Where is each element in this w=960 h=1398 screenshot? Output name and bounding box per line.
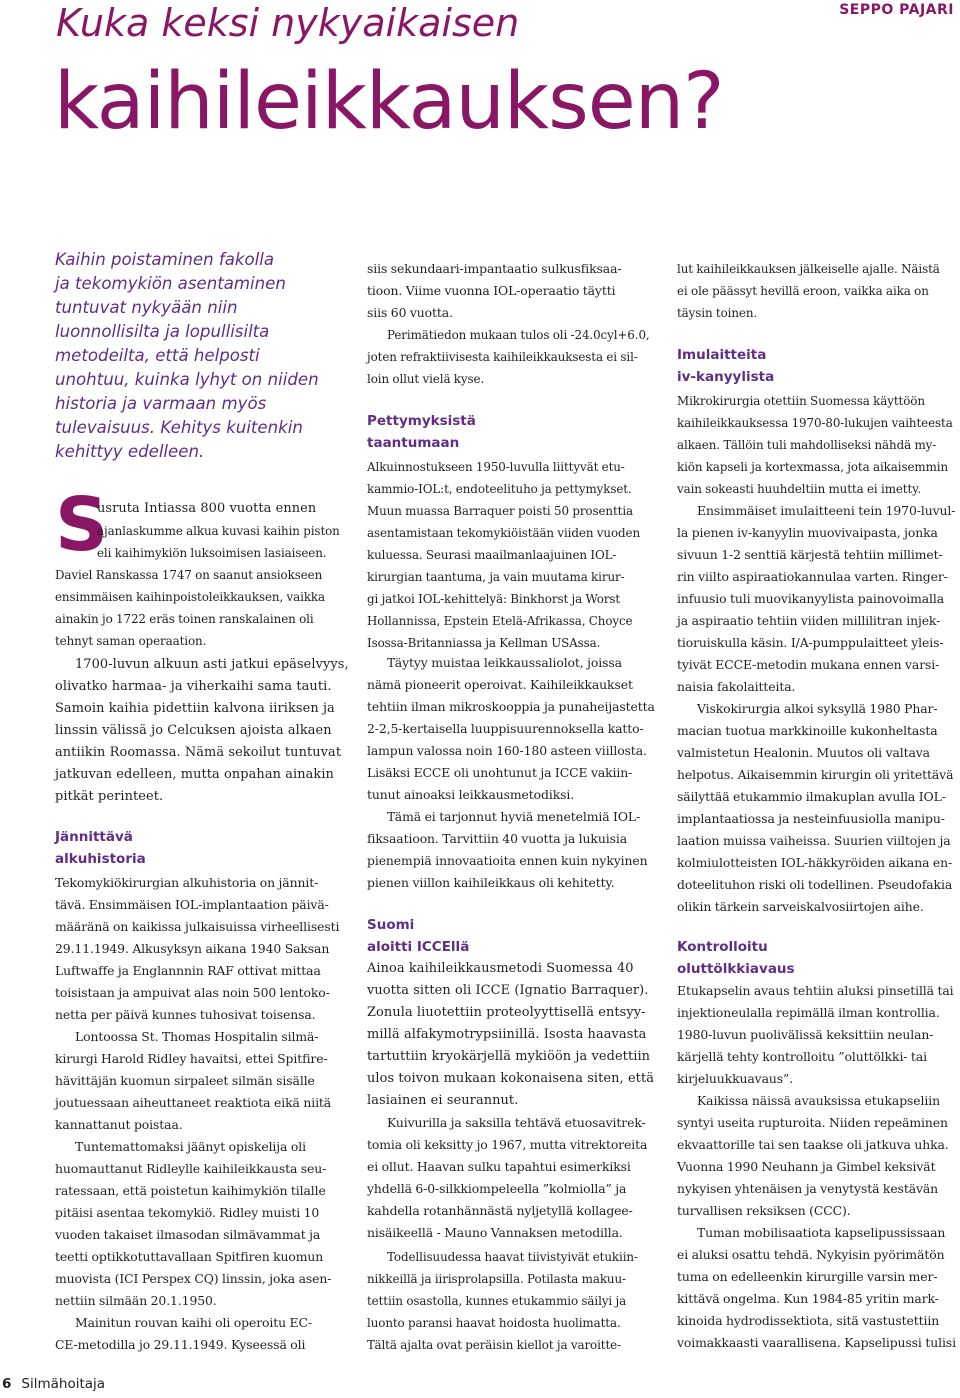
text-line: ensimmäisen kaihinpoistoleikkauksen, vaikka	[55, 590, 326, 604]
text-line: huomauttanut Ridleylle kaihileikkausta seu-	[55, 1161, 327, 1176]
text-line: alkaen. Tällöin tuli mahdolliseksi nähdä my-	[677, 438, 937, 452]
text-line: säilyttää etukammio ilmakuplan avulla IOL-	[677, 789, 946, 804]
text-line: lut kaihileikkauksen jälkeiselle ajalle. Näistä	[677, 262, 940, 276]
text-line: kolmiulotteisten IOL-häkkyröiden aikana en-	[677, 855, 953, 870]
section-heading: taantumaan	[367, 435, 460, 451]
text-line: kuluessa. Seurasi maailmanlaajuinen IOL-	[367, 548, 617, 562]
text-line: Etukapselin avaus tehtiin aluksi pinsetillä tai	[677, 983, 954, 998]
text-line: kinoida hydrodissektiota, sitä vastustettiin	[677, 1313, 940, 1328]
text-line: joten refraktiivisesta kaihileikkauksesta ei sil-	[367, 350, 638, 364]
section-heading: iv-kanyylista	[677, 369, 775, 385]
text-line: tunut ainoaksi leikkausmetodiksi.	[367, 787, 575, 802]
text-line: tioon. Viime vuonna IOL-operaatio täytti	[367, 283, 616, 298]
section-heading: oluttölkkiavaus	[677, 961, 795, 977]
text-line: kaihileikkauksessa 1970-80-lukujen vaihteesta	[677, 416, 953, 430]
text-line: netta per päivä kunnes tuhosivat toisensa.	[55, 1007, 316, 1022]
lead-line: ja tekomykiön asentaminen	[55, 274, 286, 293]
text-line: Täytyy muistaa leikkaussaliolot, joissa	[387, 655, 622, 670]
text-line: nykyisen yhtenäisen ja venytystä kestävän	[677, 1181, 939, 1196]
article-title-line1: Kuka keksi nykyaikaisen	[56, 1, 520, 45]
text-line: määränä on kaikissa julkaisuissa virheellisesti	[55, 919, 340, 934]
text-line: sivuun 1-2 senttiä kärjestä tehtiin millimet-	[677, 547, 943, 562]
section-heading: Suomi	[367, 917, 415, 933]
text-line: Tältä ajalta ovat peräisin kiellot ja varoitte-	[367, 1338, 622, 1352]
lead-line: historia ja varmaan myös	[55, 394, 267, 413]
text-line: ja aspiraatio tehtiin viiden millilitran injek-	[677, 613, 941, 628]
text-line: ratessaan, että poistetun kaihimykiön tilalle	[55, 1183, 326, 1198]
publication-name: Silmähoitaja	[21, 1376, 106, 1392]
text-line: Vuonna 1990 Neuhann ja Gimbel keksivät	[677, 1159, 936, 1174]
intro-line: eli kaihimykiön luksoimisen lasiaiseen.	[97, 546, 327, 560]
text-line: linssin välissä jo Celcuksen ajoista alkaen	[55, 723, 332, 738]
text-line: muovista (ICI Perspex CQ) linssin, joka asen-	[55, 1271, 332, 1286]
lead-paragraph	[55, 248, 319, 464]
text-line: Samoin kaihia pidettiin kalvona iiriksen ja	[55, 701, 335, 716]
lead-line: tulevaisuus. Kehitys kuitenkin	[55, 418, 303, 437]
text-line: kahdella rotanhännästä nyljetyllä kollagee-	[367, 1203, 633, 1218]
section-heading: Kontrolloitu	[677, 939, 768, 955]
text-line: Mainitun rouvan kaihi oli operoitu EC-	[75, 1315, 312, 1330]
text-line: hävittäjän kuomun sirpaleet silmän sisälle	[55, 1073, 315, 1088]
text-line: Perimätiedon mukaan tulos oli -24.0cyl+6.0,	[387, 328, 650, 342]
text-line: Daviel Ranskassa 1747 on saanut ansiokseen	[55, 568, 323, 582]
text-line: vuotta sitten oli ICCE (Ignatio Barraquer).	[367, 983, 649, 998]
text-line: 1980-luvun puolivälissä keksittiin neulan-	[677, 1027, 934, 1042]
text-line: 29.11.1949. Alkusyksyn aikana 1940 Saksan	[55, 941, 330, 956]
text-line: voimakkaasti vaarallisena. Kapselipussi tulisi	[677, 1335, 956, 1350]
text-line: gi jatkoi IOL-kehittelyä: Binkhorst ja Worst	[367, 592, 621, 606]
text-line: tettiin osastolla, kunnes etukammio säilyi ja	[367, 1294, 627, 1308]
text-line: implantaatiossa ja nesteinfuusiolla manipu-	[677, 811, 945, 826]
text-line: Mikrokirurgia otettiin Suomessa käyttöön	[677, 394, 925, 408]
text-line: teetti optikkotuttavallaan Spitfiren kuomun	[55, 1249, 324, 1264]
text-line: Tuman mobilisaatiota kapselipussissaan	[697, 1225, 946, 1240]
text-line: tehnyt saman operaation.	[55, 634, 207, 648]
text-line: täysin toinen.	[677, 306, 758, 320]
text-line: luonto paransi haavat hoidosta huolimatta.	[367, 1316, 621, 1330]
text-line: doteelituhon riski oli todellinen. Pseudofakia	[677, 877, 953, 892]
text-line: loin ollut vielä kyse.	[367, 372, 485, 386]
text-line: kittävä ongelma. Kun 1984-85 yritin mark-	[677, 1291, 939, 1306]
text-line: rin viilto aspiraatiokannulaa varten. Ringer-	[677, 569, 948, 584]
text-line: infuusio tuli muovikanyylista painovoimalla	[677, 591, 945, 606]
text-line: nisäikeellä - Mauno Vannaksen metodilla.	[367, 1225, 623, 1240]
text-line: tuma on edelleenkin kirurgille varsin mer-	[677, 1269, 938, 1284]
text-line: laation muissa vaiheissa. Suurien viiltojen ja	[677, 833, 951, 848]
text-line: Lontoossa St. Thomas Hospitalin silmä-	[75, 1029, 319, 1044]
text-line: Hollannissa, Epstein Etelä-Afrikassa, Choyce	[367, 614, 633, 628]
text-line: Todellisuudessa haavat tiivistyivät etukiin-	[387, 1250, 638, 1264]
text-line: turvallisen reksiksen (CCC).	[677, 1203, 851, 1218]
text-line: toisistaan ja ampuivat alas noin 500 lentoko-	[55, 985, 330, 1000]
author-name: SEPPO PAJARI	[839, 2, 954, 18]
text-line: Alkuinnostukseen 1950-luvulla liittyvät etu-	[367, 460, 625, 474]
text-line: tomia oli keksitty jo 1967, mutta vitrektoreita	[367, 1137, 648, 1152]
text-line: Kaikissa näissä avauksissa etukapseliin	[697, 1093, 941, 1108]
text-line: Ensimmäiset imulaitteeni tein 1970-luvul-	[697, 503, 956, 518]
page-number: 6	[2, 1376, 12, 1392]
text-line: ekvaattorille tai sen taakse oli jatkuva uhka.	[677, 1137, 949, 1152]
text-line: Zonula liuotettiin proteolyyttisellä entsyy-	[367, 1005, 646, 1020]
text-line: Lisäksi ECCE oli unohtunut ja ICCE vakiin-	[367, 765, 633, 780]
text-line: olikin tärkein sarveiskalvosiirtojen aihe.	[677, 899, 924, 914]
text-line: ei aluksi osattu tehdä. Nykyisin pyörimätön	[677, 1247, 945, 1262]
section-heading: Jännittävä	[55, 829, 133, 845]
lead-line: metodeilta, että helposti	[55, 346, 260, 365]
text-line: pitäisi asentaa tekomykiö. Ridley muisti 10	[55, 1205, 320, 1220]
text-line: pitkät perinteet.	[55, 789, 164, 804]
lead-line: tuntuvat nykyään niin	[55, 298, 238, 317]
text-line: nämä pioneerit operoivat. Kaihileikkaukset	[367, 677, 633, 692]
text-line: kirurgi Harold Ridley havaitsi, ettei Spitfire-	[55, 1051, 328, 1066]
lead-line: kehittyy edelleen.	[55, 442, 205, 461]
text-line: kannattanut poistaa.	[55, 1117, 183, 1132]
text-line: Isossa-Britanniassa ja Kellman USAssa.	[367, 636, 601, 650]
text-line: lampun valossa noin 160-180 asteen viillosta.	[367, 743, 647, 758]
section-heading: alkuhistoria	[55, 851, 146, 867]
text-line: ulos toivon mukaan kokonaisena siten, että	[367, 1071, 655, 1086]
text-line: syntyi useita rupturoita. Niiden repeäminen	[677, 1115, 948, 1130]
text-line: joutuessaan aiheuttaneet reaktiota eikä niitä	[55, 1095, 332, 1110]
lead-line: unohtuu, kuinka lyhyt on niiden	[55, 370, 319, 389]
intro-line: ajanlaskumme alkua kuvasi kaihin piston	[97, 524, 340, 538]
text-line: kammio-IOL:t, endoteelituho ja pettymykset.	[367, 482, 632, 496]
text-line: fiksaatioon. Tarvittiin 40 vuotta ja lukuisia	[367, 831, 627, 846]
text-line: ainakin jo 1722 eräs toinen ranskalainen oli	[55, 612, 314, 626]
text-line: naisia fakolaitteita.	[677, 679, 796, 694]
text-line: kiön kapseli ja kortexmassa, jota aikaisemmin	[677, 460, 949, 474]
text-line: kirjeluukkuavaus”.	[677, 1071, 794, 1086]
lead-line: Kaihin poistaminen fakolla	[55, 250, 275, 269]
text-line: Muun muassa Barraquer poisti 50 prosenttia	[367, 504, 634, 518]
text-line: Kuivurilla ja saksilla tehtävä etuosavitrek-	[387, 1115, 646, 1130]
text-line: 2-2,5-kertaisella luuppisuurennoksella katto-	[367, 721, 644, 736]
text-line: CE-metodilla jo 29.11.1949. Kyseessä oli	[55, 1337, 306, 1352]
text-line: kärjellä tehty kontrolloitu ”oluttölkki- tai	[677, 1049, 927, 1064]
text-line: la pienen iv-kanyylin muovivaipasta, jonka	[677, 525, 938, 540]
text-line: jatkuvan edelleen, mutta onpahan ainakin	[55, 767, 334, 782]
intro-line: usruta Intiassa 800 vuotta ennen	[97, 501, 317, 516]
text-line: 1700-luvun alkuun asti jatkui epäselvyys,	[75, 657, 349, 672]
text-line: tioruiskulla käsin. I/A-pumppulaitteet yleis-	[677, 635, 944, 650]
text-line: antiikin Roomassa. Nämä sekoilut tuntuvat	[55, 745, 342, 760]
text-line: vain sokeasti huuhdeltiin mutta ei imetty.	[677, 482, 921, 496]
text-line: ei ole päässyt hevillä eroon, vaikka aika on	[677, 284, 929, 298]
text-line: valmistetun Healonin. Muutos oli valtava	[677, 745, 930, 760]
text-line: yhdellä 6-0-silkkiompeleella ”kolmiolla” ja	[367, 1181, 627, 1196]
lead-line: luonnollisilta ja lopullisilta	[55, 322, 270, 341]
text-line: nettiin silmään 20.1.1950.	[55, 1293, 217, 1308]
text-line: Luftwaffe ja Englannnin RAF ottivat mittaa	[55, 963, 321, 978]
text-line: tävä. Ensimmäisen IOL-implantaation päivä-	[55, 897, 329, 912]
text-line: tehtiin ilman mikroskooppia ja punaheijastetta	[367, 699, 655, 714]
text-line: macian tuotua markkinoille kukonheltasta	[677, 723, 938, 738]
text-line: Tämä ei tarjonnut hyviä menetelmiä IOL-	[387, 809, 641, 824]
text-line: helpotus. Aikaisemmin kirurgin oli yritettävä	[677, 767, 954, 782]
text-line: injektioneulalla repimällä ilman kontrollia.	[677, 1005, 940, 1020]
section-heading: aloitti ICCEllä	[367, 939, 470, 955]
page-footer	[2, 1376, 105, 1392]
text-line: Ainoa kaihileikkausmetodi Suomessa 40	[367, 961, 634, 976]
text-line: ei ollut. Haavan sulku tapahtui esimerkiksi	[367, 1159, 631, 1174]
text-line: pienen viillon kaihileikkaus oli kehitetty.	[367, 875, 615, 890]
text-line: Tuntemattomaksi jäänyt opiskelija oli	[75, 1139, 306, 1154]
text-line: nikkeillä ja iirisprolapsilla. Potilasta makuu-	[367, 1272, 626, 1286]
text-line: vuoden takaiset ilmasodan silmävammat ja	[55, 1227, 321, 1242]
text-line: tyivät ECCE-metodin mukana ennen varsi-	[677, 657, 940, 672]
text-line: lasiainen ei seurannut.	[367, 1093, 519, 1108]
text-line: olivatko harmaa- ja viherkaihi sama tauti.	[55, 679, 332, 694]
text-line: kirurgian taantuma, ja vain muutama kirur-	[367, 570, 625, 584]
text-line: pienempiä innovaatioita ennen kuin nykyinen	[367, 853, 648, 868]
text-line: siis sekundaari-impantaatio sulkusfiksaa-	[367, 261, 622, 276]
text-line: siis 60 vuotta.	[367, 305, 453, 320]
text-line: tartuttiin kryokärjellä mykiöön ja vedettiin	[367, 1049, 651, 1064]
section-heading: Pettymyksistä	[367, 413, 476, 429]
article-title-line2: kaihileikkauksen?	[54, 57, 724, 147]
text-line: asentamistaan tekomykiöistään viiden vuoden	[367, 526, 641, 540]
text-line: Viskokirurgia alkoi syksyllä 1980 Phar-	[697, 701, 938, 716]
text-line: Tekomykiökirurgian alkuhistoria on jännit-	[55, 875, 319, 890]
text-line: millä alfakymotrypsiinillä. Isosta haavasta	[367, 1027, 647, 1042]
section-heading: Imulaitteita	[677, 347, 767, 363]
drop-cap: S	[55, 482, 109, 568]
